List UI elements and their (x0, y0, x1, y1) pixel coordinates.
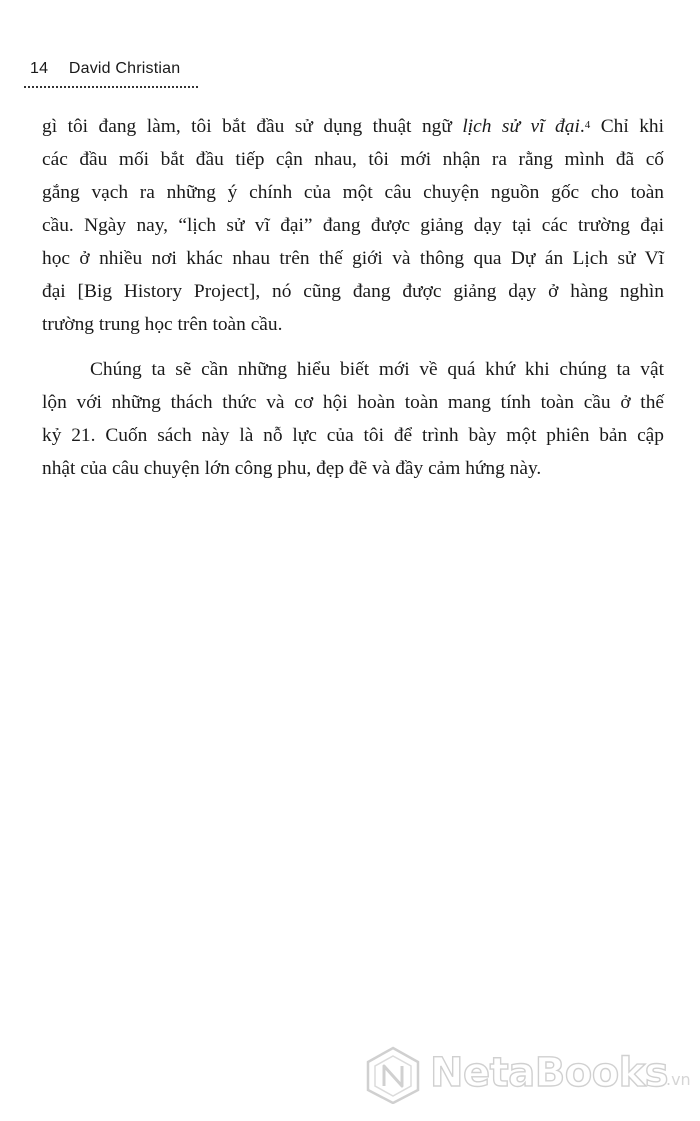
footnote-marker: 4 (584, 119, 591, 131)
text-line (42, 308, 664, 341)
text-line (42, 452, 664, 485)
text-run: Chúng ta sẽ cần những hiểu biết mới về quá khứ khi chúng ta vật (90, 359, 664, 380)
watermark-tld: .vn (666, 1070, 691, 1089)
text-run: các đầu mối bắt đầu tiếp cận nhau, tôi mới nhận ra rằng mình đã cố (42, 149, 664, 170)
text-line (42, 143, 664, 176)
text-run: cầu. Ngày nay, “lịch sử vĩ đại” đang được giảng dạy tại các trường đại (42, 215, 664, 236)
text-run: lộn với những thách thức và cơ hội hoàn toàn mang tính toàn cầu ở thế (42, 392, 664, 413)
watermark (364, 1040, 694, 1100)
text-run: kỷ 21. Cuốn sách này là nỗ lực của tôi để trình bày một phiên bản cập (42, 425, 664, 446)
watermark-brand: NetaBooks (430, 1050, 669, 1096)
text-run: trường trung học trên toàn cầu. (42, 314, 283, 335)
text-line (42, 242, 664, 275)
page-number: 14 (30, 60, 49, 77)
text-run: gì tôi đang làm, tôi bắt đầu sử dụng thuật ngữ (42, 116, 463, 137)
text-run: Chỉ khi (590, 116, 664, 137)
text-line (42, 419, 664, 452)
text-run: nhật của câu chuyện lớn công phu, đẹp đẽ và đầy cảm hứng này. (42, 458, 542, 479)
text-line (42, 176, 664, 209)
text-line (42, 275, 664, 308)
text-run: đại [Big History Project], nó cũng đang được giảng dạy ở hàng nghìn (42, 281, 664, 302)
netabooks-logo-icon (364, 1046, 422, 1104)
text-line (42, 209, 664, 242)
text-line (42, 353, 664, 386)
text-run: . (579, 116, 585, 137)
running-header-author: David Christian (68, 60, 181, 77)
text-line (42, 386, 664, 419)
body-text (42, 110, 664, 485)
running-header (30, 60, 180, 78)
text-run: học ở nhiều nơi khác nhau trên thế giới và thông qua Dự án Lịch sử Vĩ (42, 248, 664, 269)
paragraph (42, 110, 664, 341)
paragraph (42, 353, 664, 485)
italic-term: lịch sử vĩ đại (462, 116, 580, 137)
header-dotted-rule (24, 86, 198, 88)
text-line (42, 110, 664, 143)
text-run: gắng vạch ra những ý chính của một câu chuyện nguồn gốc cho toàn (42, 182, 664, 203)
